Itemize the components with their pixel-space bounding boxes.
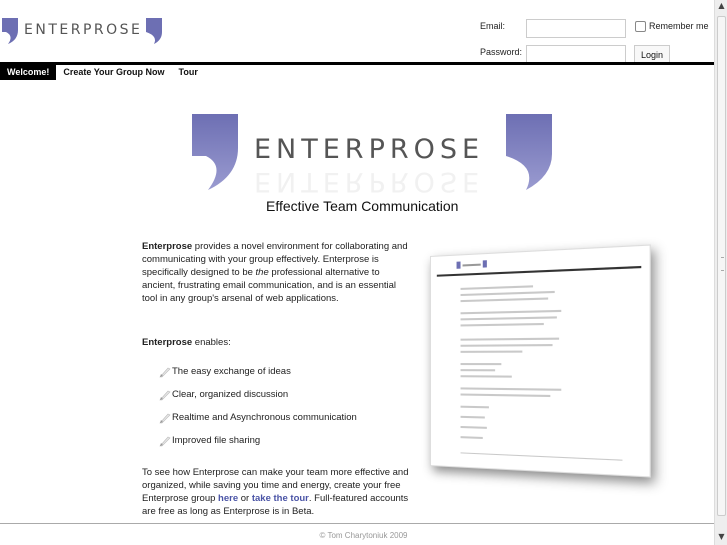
preview-line: [461, 297, 549, 302]
hero-right-quote-icon: [496, 114, 552, 190]
login-button[interactable]: Login: [634, 45, 670, 64]
logo-left-quote-icon: [2, 18, 20, 44]
intro-paragraph: [142, 240, 412, 305]
pencil-bullet-icon: [158, 412, 172, 424]
preview-line: [461, 323, 544, 327]
preview-line: [461, 375, 512, 377]
scrollbar-grip-icon: [721, 257, 724, 271]
password-label: Password:: [480, 47, 523, 57]
email-field[interactable]: [526, 19, 626, 38]
hero-logo-reflection: ENTERPROSE: [254, 166, 485, 197]
preview-line: [461, 436, 483, 439]
pencil-bullet-icon: [158, 389, 172, 401]
main-nav: [0, 65, 205, 80]
cta-paragraph: [142, 466, 412, 518]
cta-text-or: or: [238, 493, 252, 504]
hero-left-quote-icon: [192, 114, 248, 190]
intro-brand: Enterprose: [142, 241, 193, 252]
preview-line: [461, 285, 533, 290]
preview-line: [461, 387, 562, 390]
take-tour-link[interactable]: take the tour: [251, 493, 309, 504]
list-item: Realtime and Asynchronous communication: [158, 406, 357, 429]
here-link[interactable]: here: [218, 493, 239, 504]
logo-text: ENTERPROSE: [24, 22, 143, 38]
enables-text: enables:: [192, 337, 231, 348]
hero-logo: [192, 114, 552, 197]
scroll-up-arrow-icon[interactable]: ▲: [718, 1, 725, 10]
enables-brand: Enterprose: [142, 337, 193, 348]
footer-divider: [0, 523, 714, 524]
email-label: Email:: [480, 21, 506, 31]
tagline: Effective Team Communication: [266, 198, 459, 214]
logo-right-quote-icon: [144, 18, 162, 44]
preview-line: [461, 338, 560, 341]
enables-heading: [142, 336, 412, 349]
preview-line: [461, 416, 485, 419]
scroll-down-arrow-icon[interactable]: ▼: [718, 532, 725, 541]
scrollbar[interactable]: [714, 0, 727, 545]
preview-line: [461, 406, 489, 409]
tab-tour[interactable]: Tour: [178, 67, 198, 77]
preview-image: [430, 244, 651, 477]
app-screenshot-preview: [430, 256, 640, 476]
footer-copyright: © Tom Charytoniuk 2009: [319, 531, 408, 540]
header-logo[interactable]: [2, 18, 162, 44]
remember-checkbox[interactable]: [635, 21, 646, 32]
list-item: Clear, organized discussion: [158, 383, 357, 406]
preview-line: [461, 291, 555, 296]
preview-line: [461, 316, 557, 320]
preview-line: [461, 393, 551, 397]
remember-label: Remember me: [649, 21, 709, 31]
tab-create-group[interactable]: Create Your Group Now: [63, 67, 165, 77]
preview-line: [461, 310, 562, 314]
cta-text-a: To see how Enterprose can make your team more effective and organized, while saving you time and energy, create your free Enterprose group: [142, 467, 409, 504]
intro-text-b: professional alternative to ancient, frustrating email communication, and is an essential tool in any group's arsenal of web applications.: [142, 267, 396, 304]
tab-welcome[interactable]: Welcome!: [0, 65, 56, 80]
preview-line: [461, 363, 502, 365]
preview-line: [461, 369, 496, 371]
preview-line: [461, 426, 487, 429]
scrollbar-thumb[interactable]: [717, 16, 726, 516]
cta-text-b: . Full-featured accounts are free as long as Enterprose is in Beta.: [142, 493, 409, 517]
hero-logo-text: ENTERPROSE: [254, 134, 485, 165]
list-item: Improved file sharing: [158, 429, 357, 452]
preview-footer-line: [461, 452, 623, 460]
preview-line: [461, 344, 553, 347]
list-item: The easy exchange of ideas: [158, 360, 357, 383]
preview-logo-icon: [457, 260, 487, 270]
pencil-bullet-icon: [158, 366, 172, 378]
intro-emph: the: [255, 267, 269, 278]
feature-list: [158, 360, 357, 452]
preview-line: [461, 351, 523, 353]
pencil-bullet-icon: [158, 435, 172, 447]
intro-text-a: provides a novel environment for collaborating and communicating with your group effectively. Enterprose is specifically designed to be: [142, 241, 408, 278]
